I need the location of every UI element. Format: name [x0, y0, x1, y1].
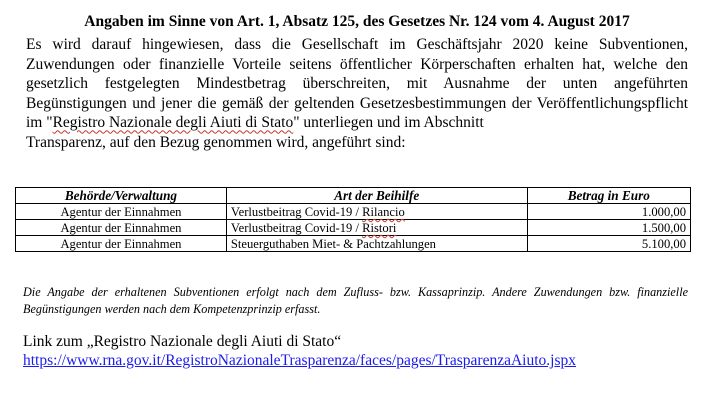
table-row: [16, 236, 691, 252]
header-amount: Betrag in Euro: [527, 188, 690, 204]
cell-amount: 5.100,00: [527, 236, 690, 252]
table-header-row: [16, 188, 691, 204]
cell-amount: 1.000,00: [527, 204, 690, 220]
document-page: [23, 12, 688, 369]
table-row: [16, 220, 691, 236]
accounting-note: Die Angabe der erhaltenen Subventionen erfolgt nach dem Zufluss- bzw. Kassaprinzip. Andere Zuwendungen bzw. finanzielle Begünstigungen werden nach dem Kompetenzprinzip erfasst.: [23, 285, 688, 316]
cell-authority: Agentur der Einnahmen: [16, 220, 227, 236]
cell-authority: Agentur der Einnahmen: [16, 236, 227, 252]
table-row: [16, 204, 691, 220]
cell-amount: 1.500,00: [527, 220, 690, 236]
intro-paragraph: [26, 35, 688, 153]
aid-table: [15, 187, 691, 252]
aid-type-marked: Ristori: [362, 221, 397, 235]
aid-type-prefix: Steuerguthaben Miet- & Pachtzahlungen: [230, 237, 436, 251]
link-label: Link zum „Registro Nazionale degli Aiuti di Stato“: [23, 333, 342, 350]
aid-type-prefix: Verlustbeitrag Covid-19 /: [230, 205, 363, 219]
aid-type-prefix: Verlustbeitrag Covid-19 /: [230, 221, 363, 235]
registry-name-marked: Registro Nazionale degli Aiuti di Stato: [52, 114, 294, 132]
registry-link[interactable]: https://www.rna.gov.it/RegistroNazionaleTrasparenza/faces/pages/TrasparenzaAiuto.jspx: [23, 352, 576, 369]
aid-type-marked: Rilancio: [362, 205, 405, 219]
intro-text-part1: Es wird darauf hingewiesen, dass die Gesellschaft im Geschäftsjahr 2020 keine Subventionen, Zuwendungen oder finanzielle Vorteile seitens öffentlicher Körperschaften erhalten hat, welche den gesetzlich festgelegten Mindestbetrag überschreiten, mit Ausnahme der unten angeführten Begünstigungen und jener die gemäß der geltenden Gesetzesbestimmungen der Veröffentlichungspflicht im ": [26, 36, 688, 132]
intro-text-part2: " unterliegen und im Abschnitt: [293, 114, 484, 132]
header-authority: Behörde/Verwaltung: [16, 188, 227, 204]
cell-aid-type: [226, 236, 527, 252]
cell-aid-type: [226, 204, 527, 220]
intro-last-line: Transparenz, auf den Bezug genommen wird, angeführt sind:: [26, 133, 406, 151]
cell-authority: Agentur der Einnahmen: [16, 204, 227, 220]
document-heading: Angaben im Sinne von Art. 1, Absatz 125, des Gesetzes Nr. 124 vom 4. August 2017: [84, 13, 630, 30]
cell-aid-type: [226, 220, 527, 236]
header-aid-type: Art der Beihilfe: [226, 188, 527, 204]
